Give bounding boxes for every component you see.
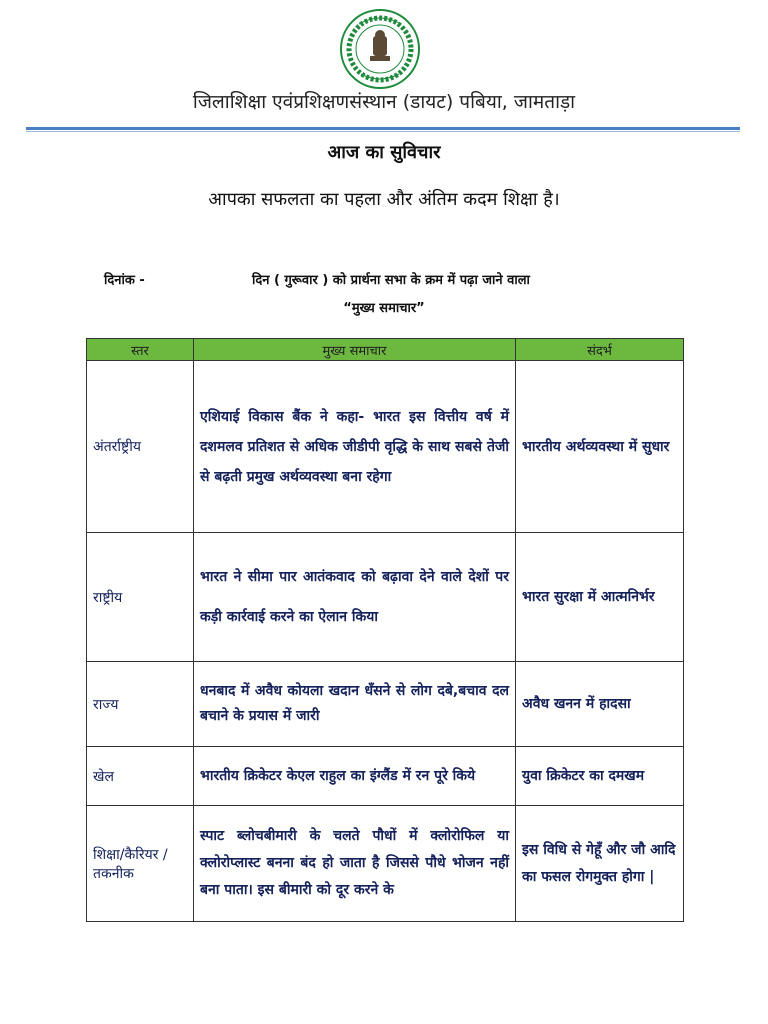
thought-text: आपका सफलता का पहला और अंतिम कदम शिक्षा है। (208, 189, 560, 210)
table-row (87, 662, 684, 747)
government-emblem-seal-icon (339, 8, 421, 90)
reference-cell: भारतीय अर्थव्यवस्था में सुधार (516, 361, 684, 533)
column-header-news: मुख्य समाचार (194, 339, 516, 361)
news-cell: एशियाई विकास बैंक ने कहा- भारत इस वित्तीय वर्ष में दशमलव प्रतिशत से अधिक जीडीपी वृद्धि के साथ सबसे तेजी से बढ़ती प्रमुख अर्थव्यवस्था बना रहेगा (194, 361, 516, 533)
level-cell: राष्ट्रीय (87, 533, 194, 662)
column-header-reference: संदर्भ (516, 339, 684, 361)
table-row (87, 747, 684, 806)
header-divider (26, 127, 740, 130)
reference-cell: भारत सुरक्षा में आत्मनिर्भर (516, 533, 684, 662)
table-row (87, 361, 684, 533)
news-cell: धनबाद में अवैध कोयला खदान धँसने से लोग दबे,बचाव दल बचाने के प्रयास में जारी (194, 662, 516, 747)
news-cell: भारत ने सीमा पार आतंकवाद को बढ़ावा देने वाले देशों पर कड़ी कार्रवाई करने का ऐलान किया (194, 533, 516, 662)
level-cell: खेल (87, 747, 194, 806)
table-row (87, 533, 684, 662)
header-divider-thin (26, 131, 740, 132)
news-table (86, 338, 684, 922)
institute-name: जिलाशिक्षा एवंप्रशिक्षणसंस्थान (डायट) पबिया, जामताड़ा (192, 91, 576, 113)
table-header-row (87, 339, 684, 361)
level-cell: शिक्षा/कैरियर /तकनीक (87, 806, 194, 922)
reference-cell: इस विधि से गेहूँ और जौ आदि का फसल रोगमुक्त होगा | (516, 806, 684, 922)
column-header-level: स्तर (87, 339, 194, 361)
level-cell: राज्य (87, 662, 194, 747)
day-text: दिन ( गुरूवार ) को प्रार्थना सभा के क्रम में पढ़ा जाने वाला (252, 273, 530, 288)
news-cell: स्पाट ब्लोचबीमारी के चलते पौधों में क्लोरोफिल या क्लोरोप्लास्ट बनना बंद हो जाता है जिससे पौधे भोजन नहीं बना पाता। इस बीमारी को दूर करने के (194, 806, 516, 922)
level-cell: अंतर्राष्ट्रीय (87, 361, 194, 533)
table-row (87, 806, 684, 922)
thought-heading: आज का सुविचार (327, 142, 441, 163)
news-cell: भारतीय क्रिकेटर केएल राहुल का इंग्लैंड में रन पूरे किये (194, 747, 516, 806)
date-label: दिनांक - (104, 273, 145, 288)
news-title: “मुख्य समाचार” (343, 301, 425, 316)
reference-cell: युवा क्रिकेटर का दमखम (516, 747, 684, 806)
reference-cell: अवैध खनन में हादसा (516, 662, 684, 747)
